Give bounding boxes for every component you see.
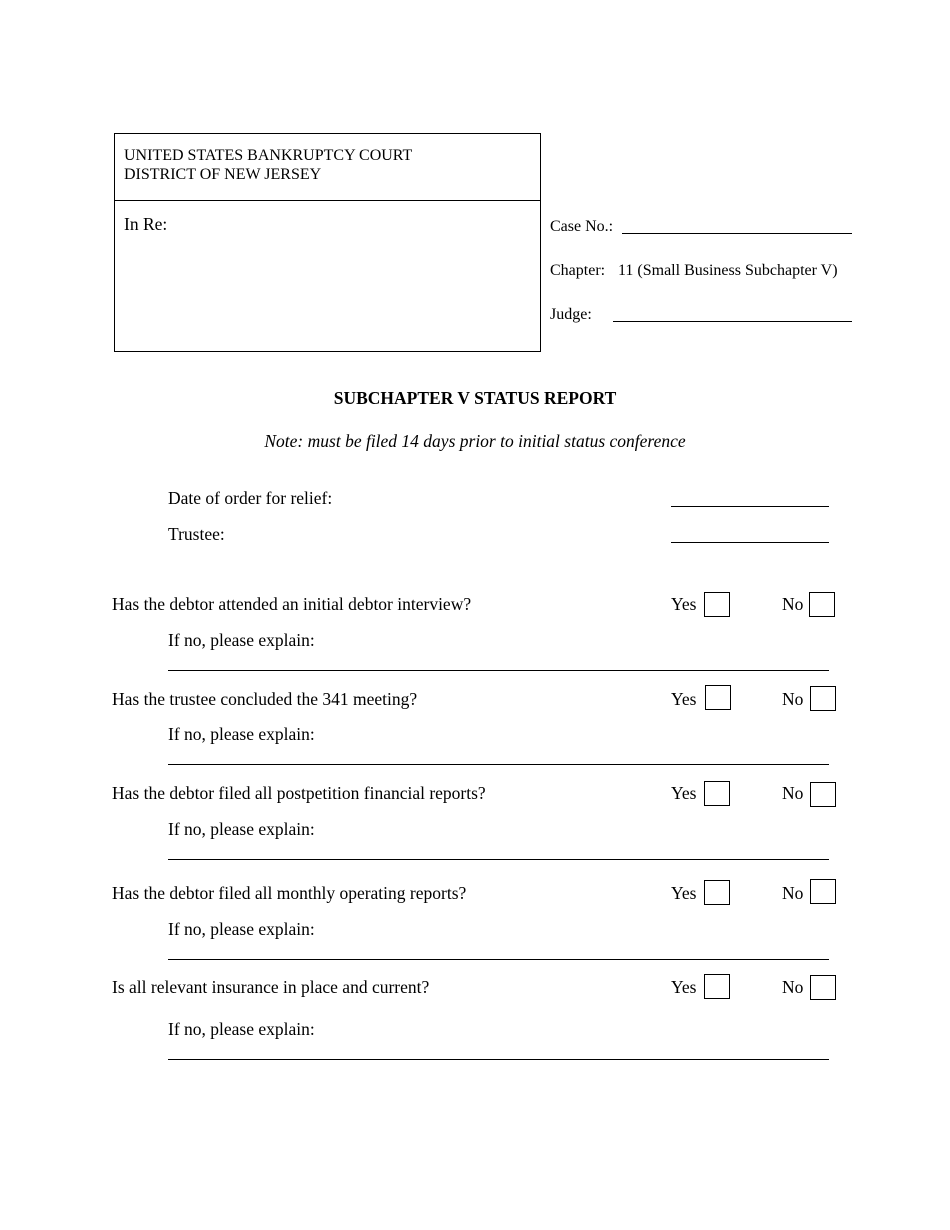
no-label: No [782, 883, 804, 903]
chapter-label: Chapter: [550, 262, 606, 279]
no-label: No [782, 977, 804, 997]
judge-field[interactable] [613, 321, 852, 322]
case-caption-box [114, 133, 541, 352]
yes-label: Yes [671, 783, 697, 803]
explain-label: If no, please explain: [168, 819, 315, 839]
question-text: Has the trustee concluded the 341 meeting? [112, 689, 418, 709]
explain-line[interactable] [168, 764, 829, 765]
no-checkbox[interactable] [810, 975, 836, 1000]
chapter-value: 11 (Small Business Subchapter V) [618, 262, 838, 279]
court-name-line2: DISTRICT OF NEW JERSEY [124, 166, 322, 183]
explain-label: If no, please explain: [168, 919, 315, 939]
trustee-field[interactable] [671, 542, 829, 543]
no-label: No [782, 689, 804, 709]
trustee-label: Trustee: [168, 524, 225, 544]
date-of-order-label: Date of order for relief: [168, 488, 333, 508]
caption-divider [115, 200, 540, 201]
yes-label: Yes [671, 594, 697, 614]
question-text: Has the debtor attended an initial debtor interview? [112, 594, 472, 614]
court-name [124, 146, 412, 184]
question-text: Has the debtor filed all postpetition financial reports? [112, 783, 486, 803]
explain-label: If no, please explain: [168, 630, 315, 650]
date-of-order-field[interactable] [671, 506, 829, 507]
explain-label: If no, please explain: [168, 724, 315, 744]
yes-checkbox[interactable] [704, 592, 730, 617]
explain-line[interactable] [168, 1059, 829, 1060]
in-re-label: In Re: [124, 214, 168, 234]
question-text: Has the debtor filed all monthly operating reports? [112, 883, 467, 903]
yes-label: Yes [671, 689, 697, 709]
yes-checkbox[interactable] [704, 880, 730, 905]
report-title: SUBCHAPTER V STATUS REPORT [333, 388, 617, 408]
yes-checkbox[interactable] [704, 781, 730, 806]
explain-line[interactable] [168, 859, 829, 860]
explain-line[interactable] [168, 959, 829, 960]
no-checkbox[interactable] [809, 592, 835, 617]
judge-label: Judge: [550, 306, 592, 323]
explain-label: If no, please explain: [168, 1019, 315, 1039]
no-checkbox[interactable] [810, 782, 836, 807]
court-name-line1: UNITED STATES BANKRUPTCY COURT [124, 147, 413, 164]
yes-checkbox[interactable] [705, 685, 731, 710]
no-checkbox[interactable] [810, 686, 836, 711]
filing-note: Note: must be filed 14 days prior to initial status conference [264, 431, 686, 451]
explain-line[interactable] [168, 670, 829, 671]
no-label: No [782, 783, 804, 803]
case-no-field[interactable] [622, 233, 852, 234]
question-text: Is all relevant insurance in place and current? [112, 977, 430, 997]
yes-checkbox[interactable] [704, 974, 730, 999]
case-no-label: Case No.: [550, 218, 614, 235]
yes-label: Yes [671, 977, 697, 997]
yes-label: Yes [671, 883, 697, 903]
no-label: No [782, 594, 804, 614]
no-checkbox[interactable] [810, 879, 836, 904]
